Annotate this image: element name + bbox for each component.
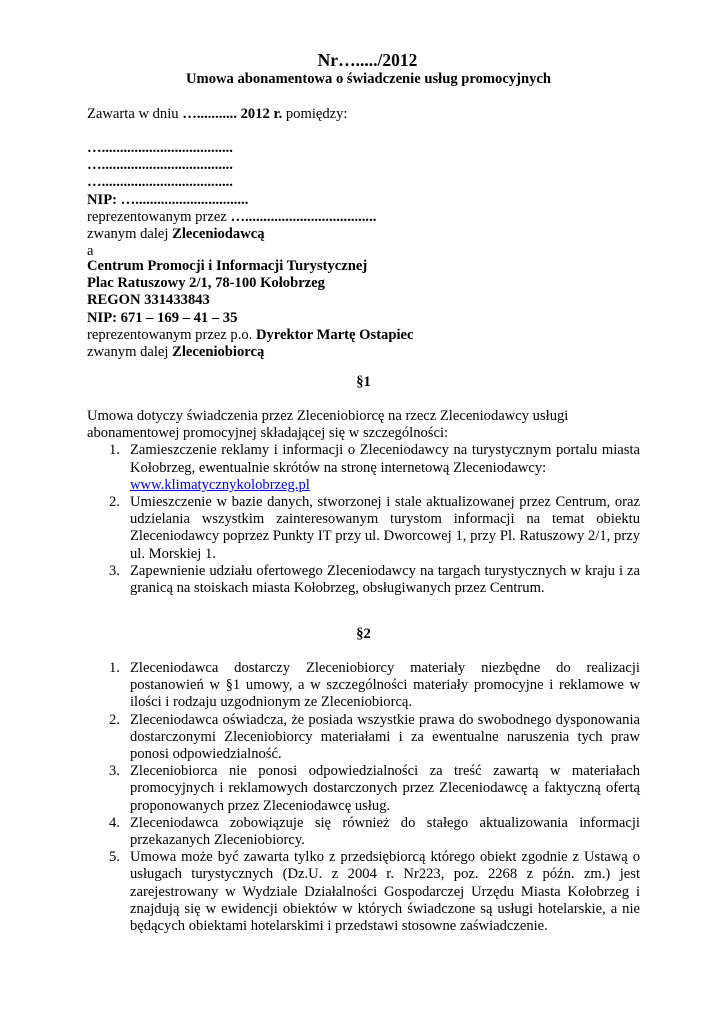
client-representative	[87, 209, 640, 226]
section-1-item-3	[87, 563, 640, 597]
item-number: 2.	[109, 493, 120, 510]
contractor-party	[87, 258, 640, 361]
intro-date: …........... 2012 r.	[182, 106, 283, 122]
item-text: Umowa może być zawarta tylko z przedsiębiorcą którego obiekt zgodnie z Ustawą o usługach turystycznych (Dz.U. z 2004 r. Nr223, poz. 2268 z późn. zm.) jest zarejestrowany w Wydziale Działalności Gospodarczej Urzędu Miasta Kołobrzeg i znajdują się w ewidencji obiektów w których świadczone są usługi hotelarskie, a nie będących obiektami hotelarskimi i przedstawi stosowne zaświadczenie.	[130, 849, 640, 935]
section-1-intro-line-1: Umowa dotyczy świadczenia przez Zleceniobiorcę na rzecz Zleceniodawcy usługi	[87, 408, 569, 424]
item-number: 1.	[109, 660, 120, 676]
client-rep-value: …....................................	[230, 208, 377, 225]
section-1-item-1	[87, 442, 640, 494]
item-text: Zleceniodawca dostarczy Zleceniobiorcy materiały niezbędne do realizacji postanowień w §1 umowy, a w szczególności materiały promocyjne i reklamowe w ilości i rodzaju uzgodnionym ze Zleceniobiorcą.	[130, 660, 640, 711]
item-number: 3.	[109, 562, 120, 579]
section-1-list	[87, 442, 640, 597]
document-title: Nr…...../2012	[317, 50, 418, 70]
contractor-rep-value: Dyrektor Martę Ostapiec	[255, 326, 414, 343]
contractor-name: Centrum Promocji i Informacji Turystycznej	[87, 258, 368, 274]
section-1-item-2	[87, 494, 640, 563]
section-2-item-5	[87, 849, 640, 935]
contractor-called-prefix: zwanym dalej	[87, 343, 173, 360]
section-2-item-2	[87, 712, 640, 764]
item-text: Umieszczenie w bazie danych, stworzonej i stale aktualizowanej przez Centrum, oraz udzielania wszystkim zainteresowanym turystom informacji na temat obiektu Zleceniodawcy poprzez Punkty IT przy ul. Dworcowej 1, przy Pl. Ratuszowy 2/1, przy ul. Morskiej 1.	[130, 493, 640, 562]
section-2-list	[87, 660, 640, 935]
client-rep-prefix: reprezentowanym przez	[87, 208, 231, 225]
client-party	[87, 140, 640, 260]
item-text: Zleceniobiorca nie ponosi odpowiedzialności za treść zawartą w materiałach promocyjnych i reklamowych dostarczonych przez Zleceniodawcę a faktyczną ofertą proponowanych przez Zleceniodawcę usług.	[130, 763, 640, 814]
contractor-called-value: Zleceniobiorcą	[172, 343, 265, 360]
item-number: 5.	[109, 849, 120, 866]
section-1-heading: §1	[356, 374, 371, 390]
item-text: Zleceniodawca oświadcza, że posiada wszystkie prawa do swobodnego dysponowania dostarczonymi Zleceniobiorcy materiałami i za ewentualne naruszenia tych praw ponosi odpowiedzialność.	[130, 711, 640, 763]
item-number: 1.	[109, 442, 120, 459]
intro-prefix: Zawarta w dniu	[87, 106, 183, 122]
contractor-regon: REGON 331433843	[87, 292, 210, 309]
client-line-2: …....................................	[87, 157, 233, 174]
document-subtitle: Umowa abonamentowa o świadczenie usług promocyjnych	[186, 71, 551, 87]
contractor-representative	[87, 327, 640, 344]
section-1-body	[87, 408, 640, 597]
section-2-item-3	[87, 763, 640, 815]
intro-line	[87, 106, 640, 123]
conjunction: a	[87, 243, 94, 260]
client-line-3: …....................................	[87, 174, 233, 191]
contractor-nip: NIP: 671 – 169 – 41 – 35	[87, 309, 238, 326]
contractor-called	[87, 344, 640, 361]
client-called-prefix: zwanym dalej	[87, 225, 173, 242]
item-text: Zapewnienie udziału ofertowego Zleceniodawcy na targach turystycznych w kraju i za granicą na stoiskach miasta Kołobrzeg, obsługiwanych przez Centrum.	[130, 562, 640, 596]
portal-link[interactable]: www.klimatycznykolobrzeg.pl	[130, 476, 310, 493]
item-text: Zamieszczenie reklamy i informacji o Zleceniodawcy na turystycznym portalu miasta Kołobrzeg, ewentualnie skrótów na stronę internetową Zleceniodawcy:	[130, 442, 640, 476]
client-line-1: …....................................	[87, 140, 233, 156]
section-2-item-1	[87, 660, 640, 712]
item-number: 4.	[109, 814, 120, 831]
item-number: 3.	[109, 763, 120, 780]
section-2-heading: §2	[356, 626, 371, 642]
client-called	[87, 226, 640, 243]
contractor-address: Plac Ratuszowy 2/1, 78-100 Kołobrzeg	[87, 275, 325, 292]
client-called-value: Zleceniodawcą	[172, 225, 265, 242]
item-number: 2.	[109, 711, 120, 728]
section-1-intro-line-2: abonamentowej promocyjnej składającej się w szczególności:	[87, 425, 449, 442]
contractor-rep-prefix: reprezentowanym przez p.o.	[87, 326, 256, 343]
intro-suffix: pomiędzy:	[282, 106, 348, 122]
section-2-item-4	[87, 815, 640, 849]
item-text: Zleceniodawca zobowiązuje się również do stałego aktualizowania informacji przekazanych Zleceniobiorcy.	[130, 814, 640, 849]
client-nip: NIP: …...............................	[87, 191, 249, 208]
section-2-body	[87, 660, 640, 935]
